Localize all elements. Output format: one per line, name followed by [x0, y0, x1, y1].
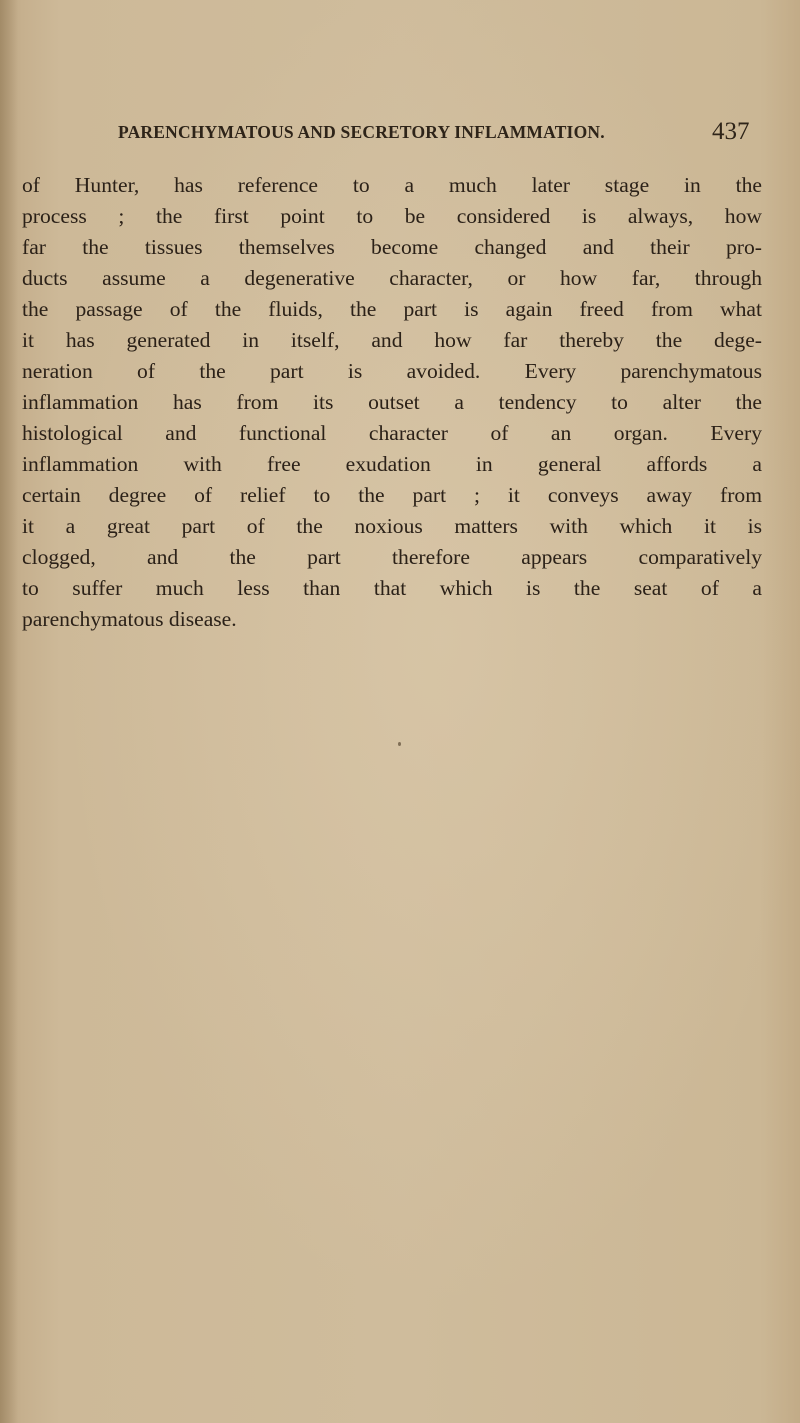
running-head	[0, 118, 800, 148]
text-line: inflammation with free exudation in general affords a	[22, 452, 762, 476]
text-line: certain degree of relief to the part ; it conveys away from	[22, 483, 762, 507]
text-line: ducts assume a degenerative character, or how far, through	[22, 266, 762, 290]
page-edge-shadow	[0, 0, 18, 1423]
text-line: it has generated in itself, and how far thereby the dege-	[22, 328, 762, 352]
text-line: to suffer much less than that which is the seat of a	[22, 576, 762, 600]
text-line: parenchymatous disease.	[22, 607, 237, 631]
text-line: inflammation has from its outset a tendency to alter the	[22, 390, 762, 414]
paper-speck	[398, 742, 401, 746]
text-line: histological and functional character of an organ. Every	[22, 421, 762, 445]
text-line: far the tissues themselves become changed and their pro-	[22, 235, 762, 259]
body-text	[22, 170, 762, 635]
text-line: of Hunter, has reference to a much later stage in the	[22, 173, 762, 197]
text-line: neration of the part is avoided. Every parenchymatous	[22, 359, 762, 383]
text-line: the passage of the fluids, the part is again freed from what	[22, 297, 762, 321]
page-number: 437	[712, 118, 750, 145]
text-line: it a great part of the noxious matters with which it is	[22, 514, 762, 538]
text-line: clogged, and the part therefore appears comparatively	[22, 545, 762, 569]
running-head-title: PARENCHYMATOUS AND SECRETORY INFLAMMATION.	[118, 122, 605, 142]
text-line: process ; the first point to be considered is always, how	[22, 204, 762, 228]
